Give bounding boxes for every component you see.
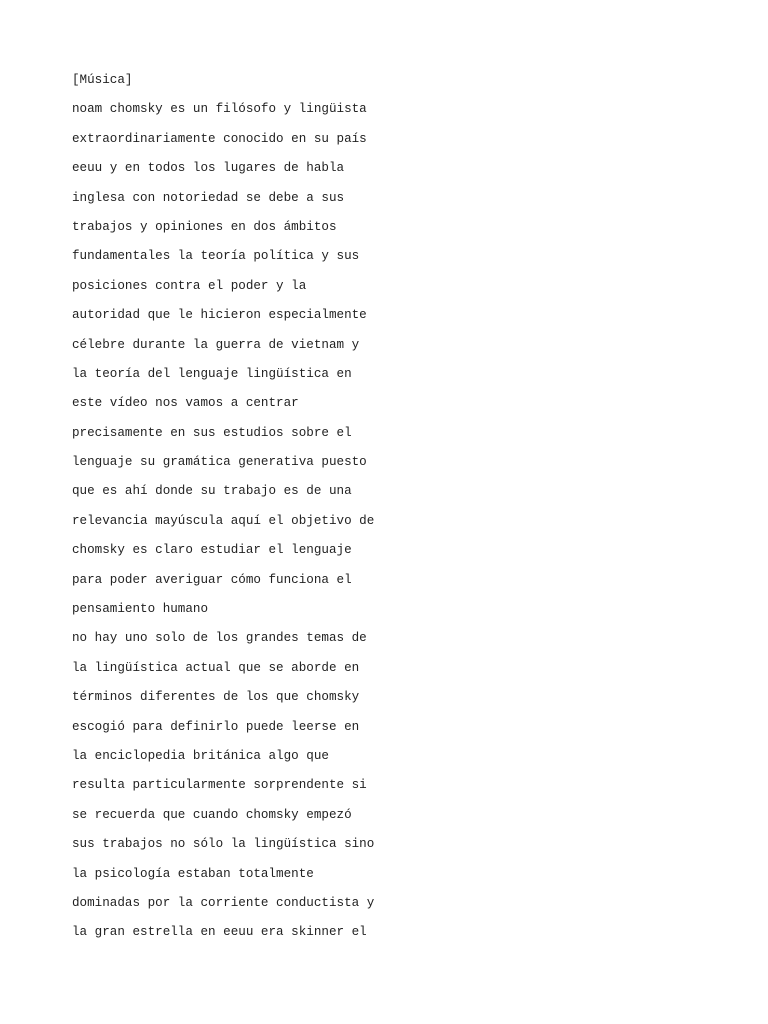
transcript-line: autoridad que le hicieron especialmente (72, 308, 367, 323)
transcript-line: sus trabajos no sólo la lingüística sino (72, 837, 375, 852)
transcript-line: relevancia mayúscula aquí el objetivo de (72, 513, 375, 528)
transcript-line: este vídeo nos vamos a centrar (72, 396, 299, 411)
transcript-line: la psicología estaban totalmente (72, 866, 314, 881)
transcript-line: célebre durante la guerra de vietnam y (72, 337, 360, 352)
transcript-line: [Música] (72, 73, 133, 87)
transcript-line: eeuu y en todos los lugares de habla (72, 161, 345, 176)
transcript-line: no hay uno solo de los grandes temas de (72, 631, 367, 646)
transcript-line: la gran estrella en eeuu era skinner el (72, 925, 367, 940)
transcript-line: para poder averiguar cómo funciona el (72, 572, 352, 587)
transcript-line: dominadas por la corriente conductista y (72, 895, 375, 910)
transcript-line: inglesa con notoriedad se debe a sus (72, 190, 345, 205)
transcript-line: la enciclopedia británica algo que (72, 748, 329, 763)
transcript-line: resulta particularmente sorprendente si (72, 778, 367, 793)
transcript-line: noam chomsky es un filósofo y lingüista (72, 102, 367, 117)
transcript-line: términos diferentes de los que chomsky (72, 690, 360, 705)
transcript-line: trabajos y opiniones en dos ámbitos (72, 219, 337, 234)
transcript-text (72, 66, 374, 948)
transcript-line: chomsky es claro estudiar el lenguaje (72, 543, 352, 558)
transcript-line: la teoría del lenguaje lingüística en (72, 366, 352, 381)
transcript-line: escogió para definirlo puede leerse en (72, 719, 360, 734)
transcript-line: la lingüística actual que se aborde en (72, 660, 360, 675)
transcript-line: posiciones contra el poder y la (72, 278, 307, 293)
transcript-line: se recuerda que cuando chomsky empezó (72, 807, 352, 822)
transcript-line: que es ahí donde su trabajo es de una (72, 484, 352, 499)
transcript-line: pensamiento humano (72, 602, 209, 617)
transcript-line: lenguaje su gramática generativa puesto (72, 455, 367, 470)
transcript-line: precisamente en sus estudios sobre el (72, 425, 352, 440)
transcript-line: extraordinariamente conocido en su país (72, 131, 367, 146)
transcript-line: fundamentales la teoría política y sus (72, 249, 360, 264)
